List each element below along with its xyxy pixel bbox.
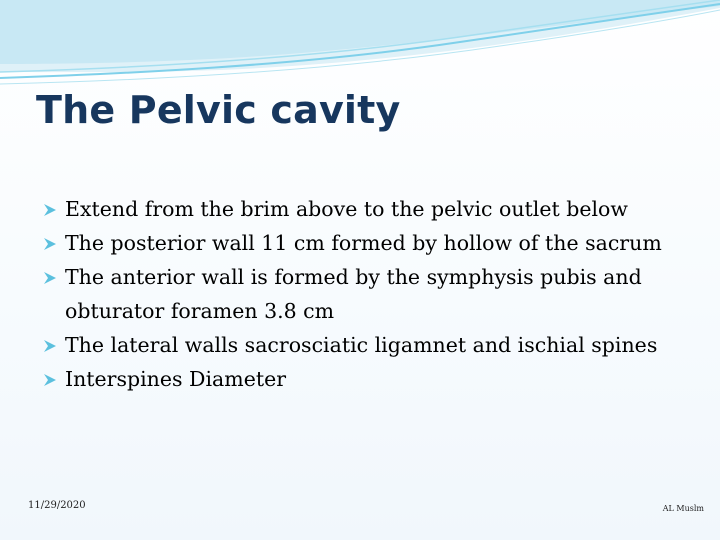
slide-title: The Pelvic cavity: [36, 88, 401, 132]
top-wave-decoration: [0, 0, 720, 90]
bullet-item: [40, 192, 700, 226]
arrow-bullet-icon: [42, 270, 60, 286]
footer-author: AL Muslm: [662, 504, 704, 513]
arrow-bullet-icon: [42, 372, 60, 388]
bullet-text: Extend from the brim above to the pelvic outlet below: [65, 197, 628, 221]
bullet-text: The lateral walls sacrosciatic ligamnet and ischial spines: [65, 333, 658, 357]
bullet-text: The posterior wall 11 cm formed by hollow of the sacrum: [65, 231, 662, 255]
arrow-bullet-icon: [42, 236, 60, 252]
bullet-item: [40, 328, 700, 362]
bullet-item: [40, 260, 700, 328]
footer-date: 11/29/2020: [28, 500, 86, 511]
arrow-bullet-icon: [42, 338, 60, 354]
bullet-text: Interspines Diameter: [65, 367, 286, 391]
bullet-item: [40, 362, 700, 396]
bullet-text: The anterior wall is formed by the symphysis pubis and obturator foramen 3.8 cm: [65, 265, 642, 323]
arrow-bullet-icon: [42, 202, 60, 218]
bullet-list: [40, 192, 700, 396]
bullet-item: [40, 226, 700, 260]
